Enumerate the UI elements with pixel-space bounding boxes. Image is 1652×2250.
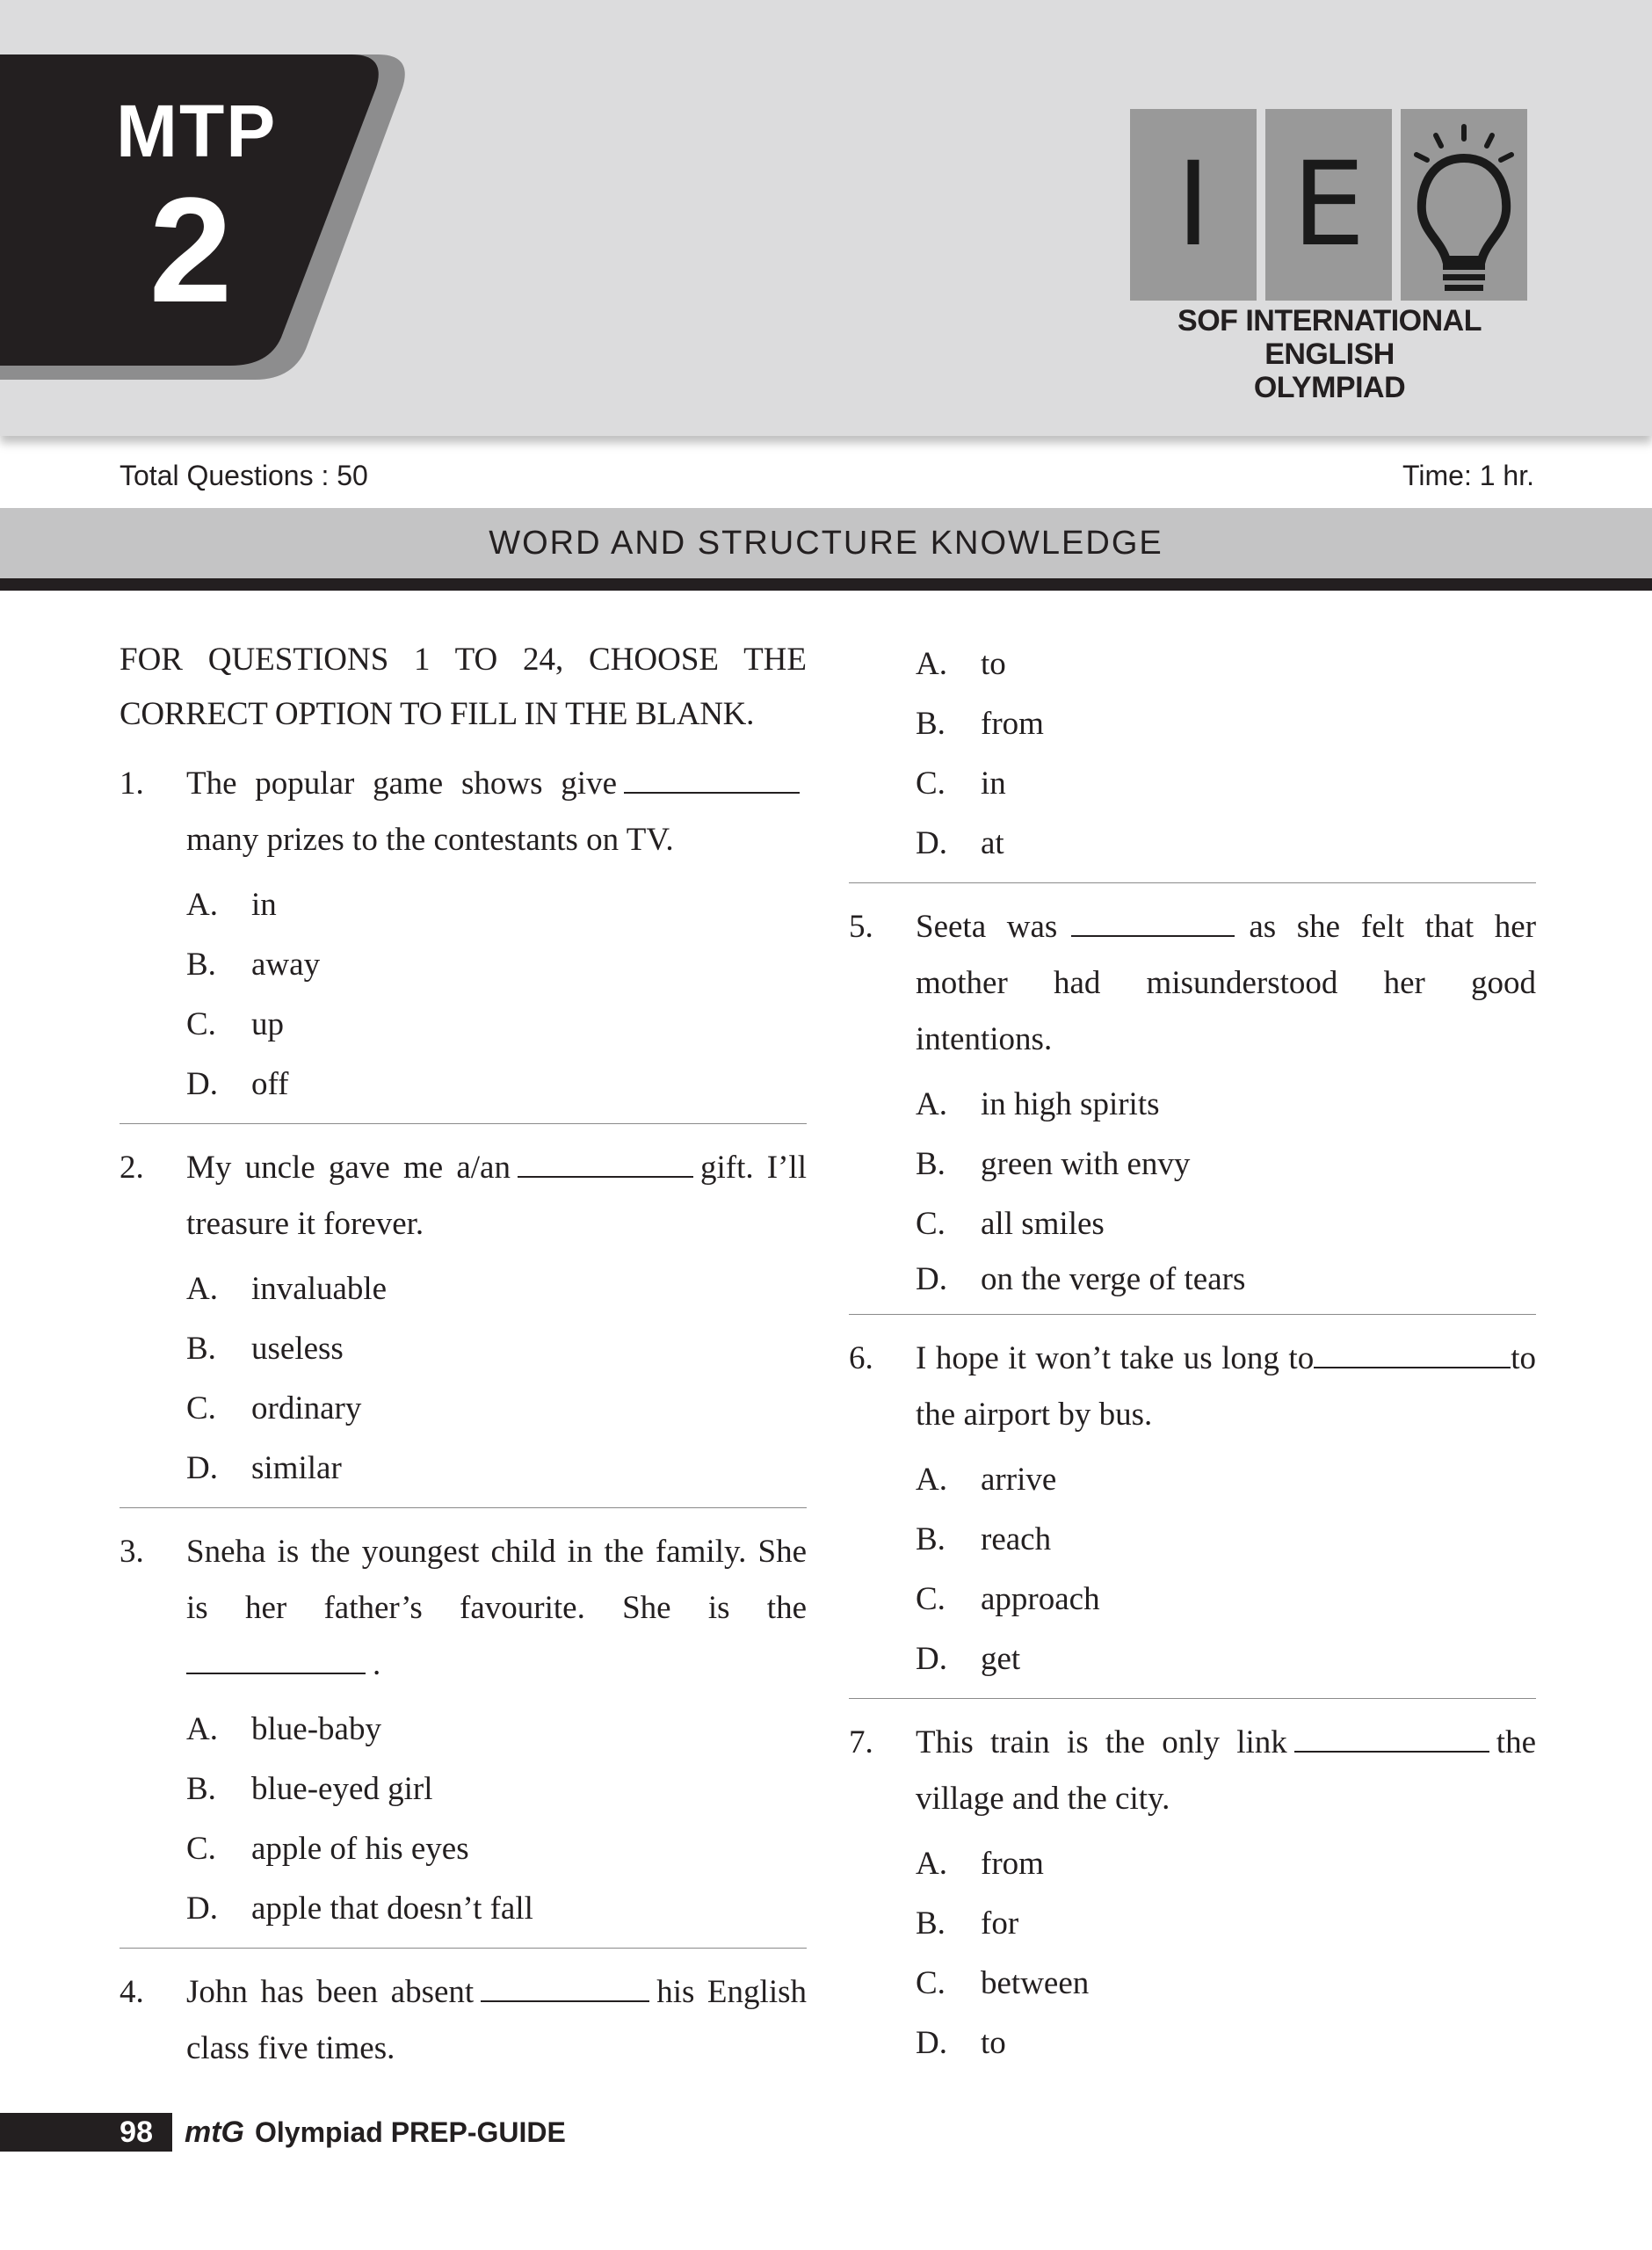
option-c[interactable] [186,1379,807,1439]
option-text: in [251,887,277,923]
logo-box-e [1265,109,1392,301]
question-7 [849,1715,1536,2082]
option-letter: D. [916,1641,947,1677]
option-text: similar [251,1450,342,1486]
option-text: useless [251,1331,344,1367]
option-letter: A. [916,646,947,682]
question-text [186,1964,807,2077]
option-text: arrive [981,1462,1057,1498]
option-text: ordinary [251,1390,362,1426]
question-text [916,899,1536,1068]
question-text-after: to the airport by bus. [916,1340,1536,1433]
logo-caption-line2: OLYMPIAD [1253,371,1406,404]
mtg-brand-logo: mtG [185,2115,244,2149]
time-limit: Time: 1 hr. [1402,460,1534,491]
question-text-after: as she felt that her mother had misunderstood her good intentions. [916,909,1537,1057]
option-a[interactable] [916,1075,1536,1135]
question-3 [120,1524,807,1949]
option-c[interactable] [916,754,1536,814]
option-c[interactable] [186,995,807,1055]
option-d[interactable] [916,1254,1536,1305]
answer-blank [481,1974,649,2002]
section-title: WORD AND STRUCTURE KNOWLEDGE [0,508,1652,578]
logo-box-i [1130,109,1257,301]
option-letter: B. [916,1146,946,1182]
mtp-label: MTP [116,90,278,172]
option-text: in [981,766,1006,802]
answer-blank [518,1150,693,1178]
question-text-before: I hope it won’t take us long to [916,1340,1315,1376]
option-b[interactable] [186,1319,807,1379]
question-4 [120,1964,807,2093]
page-number: 98 [0,2113,172,2152]
question-1 [120,756,807,1124]
option-letter: D. [916,825,947,861]
question-number: 1. [120,766,144,802]
question-text-before: Seeta was [916,909,1058,945]
left-column [120,633,807,2108]
option-letter: A. [916,1086,947,1122]
option-text: apple that doesn’t fall [251,1891,533,1927]
option-a[interactable] [916,1834,1536,1894]
option-c[interactable] [186,1819,807,1879]
question-4-options [849,633,1536,883]
question-text-after: gift. I’ll treasure it forever. [186,1150,807,1242]
option-text: green with envy [981,1146,1191,1182]
instructions-line1: FOR QUESTIONS 1 TO 24, CHOOSE THE [120,642,807,678]
option-text: invaluable [251,1271,388,1307]
option-text: from [981,706,1044,742]
option-text: to [981,646,1006,682]
option-letter: C. [186,1390,216,1426]
option-letter: C. [916,1581,946,1617]
option-letter: C. [186,1006,216,1042]
answer-blank [1294,1724,1489,1753]
option-letter: A. [186,1711,218,1747]
option-a[interactable] [186,875,807,935]
option-letter: A. [916,1846,947,1882]
option-text: reach [981,1521,1052,1557]
option-text: between [981,1965,1090,2001]
question-text [916,1715,1536,1827]
option-d[interactable] [186,1879,807,1939]
option-b[interactable] [186,1760,807,1819]
option-d[interactable] [916,2014,1536,2073]
question-number: 3. [120,1534,144,1570]
answer-blank [186,1646,366,1674]
question-text [186,1524,807,1693]
option-letter: A. [916,1462,947,1498]
option-text: away [251,947,321,983]
page-footer [0,2106,566,2159]
section-rule [0,578,1652,591]
question-text-before: This train is the only link [916,1724,1287,1760]
option-d[interactable] [916,814,1536,874]
option-d[interactable] [186,1439,807,1499]
option-text: for [981,1905,1019,1942]
logo-letter-i: I [1176,137,1211,272]
option-letter: D. [916,1261,947,1297]
option-b[interactable] [916,1135,1536,1194]
total-questions: Total Questions : 50 [120,460,368,491]
question-5 [849,899,1536,1315]
option-text: at [981,825,1004,861]
question-text-after: his English class five times. [186,1974,807,2066]
logo-letter-e: E [1292,137,1366,272]
answer-blank [624,766,800,794]
logo-box-o [1401,109,1527,301]
question-number: 2. [120,1150,144,1186]
option-text: to [981,2025,1006,2061]
question-text [916,1331,1536,1443]
option-text: up [251,1006,284,1042]
option-letter: C. [186,1831,216,1867]
lightbulb-icon [1401,109,1527,301]
question-number: 4. [120,1974,144,2010]
guide-title: Olympiad PREP-GUIDE [255,2116,566,2148]
option-b[interactable] [916,1510,1536,1570]
logo-caption [1130,304,1529,404]
option-a[interactable] [186,1259,807,1319]
option-letter: C. [916,1206,946,1242]
option-letter: D. [186,1891,218,1927]
mtp-number: 2 [149,167,233,334]
option-d[interactable] [186,1055,807,1114]
option-c[interactable] [916,1194,1536,1254]
option-letter: B. [186,1771,216,1807]
option-b[interactable] [186,935,807,995]
question-text-after: the village and the city. [916,1724,1536,1817]
answer-blank [1071,909,1235,937]
question-text-before: My uncle gave me a/an [186,1150,511,1186]
option-text: get [981,1641,1021,1677]
option-b[interactable] [916,1894,1536,1954]
option-letter: D. [186,1066,218,1102]
option-text: all smiles [981,1206,1105,1242]
option-letter: B. [916,1905,946,1942]
option-text: from [981,1846,1044,1882]
ieo-logo [1130,109,1529,404]
instructions-line2: CORRECT OPTION TO FILL IN THE BLANK. [120,696,755,732]
option-letter: A. [186,1271,218,1307]
option-letter: D. [916,2025,947,2061]
option-letter: A. [186,887,218,923]
option-c[interactable] [916,1954,1536,2014]
option-letter: B. [916,1521,946,1557]
option-text: blue-baby [251,1711,381,1747]
question-text-after: . [373,1646,381,1682]
option-c[interactable] [916,1570,1536,1629]
option-a[interactable] [916,1450,1536,1510]
question-number: 7. [849,1724,873,1760]
question-text-after: many prizes to the contestants on TV. [186,822,674,858]
option-text: apple of his eyes [251,1831,469,1867]
question-text [186,756,807,868]
option-a[interactable] [186,1700,807,1760]
option-letter: B. [186,1331,216,1367]
header-band [0,0,1652,436]
instructions [120,633,807,742]
option-letter: B. [186,947,216,983]
option-text: on the verge of tears [981,1261,1246,1297]
option-letter: D. [186,1450,218,1486]
option-text: blue-eyed girl [251,1771,433,1807]
question-text-before: The popular game shows give [186,766,617,802]
question-6 [849,1331,1536,1699]
option-letter: C. [916,1965,946,2001]
answer-blank [1314,1340,1511,1368]
option-d[interactable] [916,1629,1536,1689]
right-column [849,633,1536,2098]
option-text: off [251,1066,289,1102]
option-a[interactable] [916,635,1536,694]
option-text: in high spirits [981,1086,1160,1122]
option-text: approach [981,1581,1100,1617]
question-text-before: Sneha is the youngest child in the family. She is her father’s favourite. She is the [186,1534,807,1626]
question-text [186,1140,807,1252]
option-b[interactable] [916,694,1536,754]
option-letter: C. [916,766,946,802]
question-number: 5. [849,909,873,945]
question-2 [120,1140,807,1508]
question-text-before: John has been absent [186,1974,475,2010]
question-number: 6. [849,1340,873,1376]
option-letter: B. [916,706,946,742]
logo-caption-line1: SOF INTERNATIONAL ENGLISH [1177,304,1482,371]
